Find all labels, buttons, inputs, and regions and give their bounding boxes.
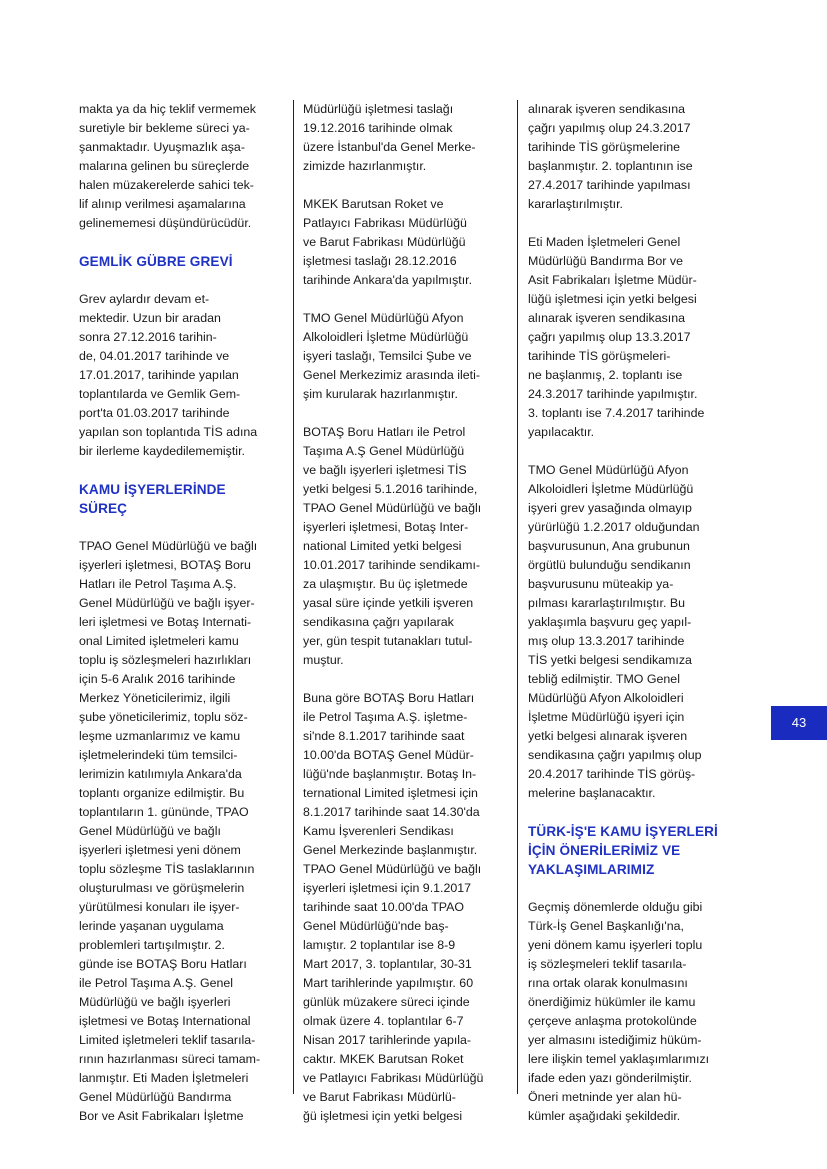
section-heading-turk-is: TÜRK-İŞ'E KAMU İŞYERLERİ İÇİN ÖNERİLERİMİZ VE YAKLAŞIMLARIMIZ bbox=[528, 824, 718, 877]
column-divider bbox=[517, 100, 518, 1094]
paragraph: Grev aylardır devam et- mektedir. Uzun bir aradan sonra 27.12.2016 tarihin- de, 04.01.2017 tarihinde ve 17.01.2017, tarihinde yapılan toplantılarda ve Gemlik Gem- port'ta 01.03.2017 tarihinde yapılan son toplantıda TİS adına bir ilerleme kaydedilememiştir. bbox=[79, 292, 258, 458]
paragraph: Buna göre BOTAŞ Boru Hatları ile Petrol Taşıma A.Ş. işletme- si'nde 8.1.2017 tarihinde saat 10.00'da BOTAŞ Genel Müdür- lüğü'nde başlanmıştır. Botaş In- ternational Limited işletmesi için 8.1.2017 tarihinde saat 14.30'da Kamu İşverenleri Sendikası Genel Merkezinde başlanmıştır. TPAO Genel Müdürlüğü ve bağlı işyerleri işletmesi için 9.1.2017 tarihinde saat 10.00'da TPAO Genel Müdürlüğü'nde baş- lamıştır. 2 toplantılar ise 8-9 Mart 2017, 3. toplantılar, 30-31 Mart tarihlerinde yapılmıştır. 60 günlük müzakere süreci içinde olmak üzere 4. toplantılar 6-7 Nisan 2017 tarihlerinde yapıla- caktır. MKEK Barutsan Roket ve Patlayıcı Fabrikası Müdürlüğü ve Barut Fabrikası Müdürlü- ğü işletmesi için yetki belgesi bbox=[303, 691, 484, 1123]
page-number-tab: 43 bbox=[771, 706, 827, 740]
paragraph: TPAO Genel Müdürlüğü ve bağlı işyerleri işletmesi, BOTAŞ Boru Hatları ile Petrol Taşıma A.Ş. Genel Müdürlüğü ve bağlı işyer- leri işletmesi ve Botaş Internati- onal Limited işletmeleri kamu toplu iş sözleşmeleri hazırlıkları için 5-6 Aralık 2016 tarihinde Merkez Yöneticilerimiz, ilgili şube yöneticilerimiz, toplu söz- leşme uzmanlarımız ve kamu işletmelerindeki tüm temsilci- lerimizin katılımıyla Ankara'da toplantı organize edilmiştir. Bu toplantıların 1. gününde, TPAO Genel Müdürlüğü ve bağlı işyerleri işletmesi yeni dönem toplu sözleşme TİS taslaklarının oluşturulması ve görüşmelerin yürütülmesi konuları ile işyer- lerinde yaşanan uygulama problemleri tartışılmıştır. 2. günde ise BOTAŞ Boru Hatları ile Petrol Taşıma A.Ş. Genel Müdürlüğü ve bağlı işyerleri işletmesi ve Botaş International Limited işletmeleri teklif tasarıla- rının hazırlanması süreci tamam- lanmıştır. Eti Maden İşletmeleri Genel Müdürlüğü Bandırma Bor ve Asit Fabrikaları İşletme bbox=[79, 539, 261, 1123]
section-heading-gemlik: GEMLİK GÜBRE GREVİ bbox=[79, 254, 233, 269]
paragraph: alınarak işveren sendikasına çağrı yapılmış olup 24.3.2017 tarihinde TİS görüşmelerine başlanmıştır. 2. toplantının ise 27.4.2017 tarihinde yapılması kararlaştırılmıştır. bbox=[528, 102, 693, 211]
paragraph: MKEK Barutsan Roket ve Patlayıcı Fabrikası Müdürlüğü ve Barut Fabrikası Müdürlüğü işletmesi taslağı 28.12.2016 tarihinde Ankara'da yapılmıştır. bbox=[303, 197, 473, 287]
column-1 bbox=[79, 100, 283, 1145]
paragraph: makta ya da hiç teklif vermemek suretiyle bir bekleme süreci ya- şanmaktadır. Uyuşmazlık aşa- malarına gelinen bu süreçlerde halen müzakerelerde sahici tek- lif alınıp verilmesi aşamalarına gelinememesi düşündürücüdür. bbox=[79, 102, 256, 230]
paragraph: Müdürlüğü işletmesi taslağı 19.12.2016 tarihinde olmak üzere İstanbul'da Genel Merke- zimizde hazırlanmıştır. bbox=[303, 102, 476, 173]
paragraph: TMO Genel Müdürlüğü Afyon Alkoloidleri İşletme Müdürlüğü işyeri taslağı, Temsilci Şube ve Genel Merkezimiz arasında ileti- şim kurularak hazırlanmıştır. bbox=[303, 311, 480, 401]
column-2 bbox=[303, 100, 511, 1145]
section-heading-kamu: KAMU İŞYERLERİNDE SÜREÇ bbox=[79, 482, 226, 516]
paragraph: Eti Maden İşletmeleri Genel Müdürlüğü Bandırma Bor ve Asit Fabrikaları İşletme Müdür- lüğü işletmesi için yetki belgesi alınarak işveren sendikasına çağrı yapılmış olup 13.3.2017 tarihinde TİS görüşmeleri- ne başlanmış, 2. toplantı ise 24.3.2017 tarihinde yapılmıştır. 3. toplantı ise 7.4.2017 tarihinde yapılacaktır. bbox=[528, 235, 705, 439]
column-divider bbox=[293, 100, 294, 1094]
column-3 bbox=[528, 100, 737, 1145]
paragraph: Geçmiş dönemlerde olduğu gibi Türk-İş Genel Başkanlığı'na, yeni dönem kamu işyerleri toplu iş sözleşmeleri teklif tasarıla- rına ortak olarak konulmasını önerdiğimiz hükümler ile kamu çerçeve anlaşma protokolünde yer almasını istediğimiz hüküm- lere ilişkin temel yaklaşımlarımızı ifade eden yazı gönderilmiştir. Öneri metninde yer alan hü- kümler aşağıdaki şekildedir. bbox=[528, 900, 710, 1123]
paragraph: BOTAŞ Boru Hatları ile Petrol Taşıma A.Ş Genel Müdürlüğü ve bağlı işyerleri işletmesi TİS yetki belgesi 5.1.2016 tarihinde, TPAO Genel Müdürlüğü ve bağlı işyerleri işletmesi, Botaş Inter- national Limited yetki belgesi 10.01.2017 tarihinde sendikamı- za ulaşmıştır. Bu üç işletmede yasal süre içinde yetkili işveren sendikasına çağrı yapılarak yer, gün tespit tutanakları tutul- muştur. bbox=[303, 425, 482, 667]
paragraph: TMO Genel Müdürlüğü Afyon Alkoloidleri İşletme Müdürlüğü işyeri grev yasağında olmayıp yürürlüğü 1.2.2017 olduğundan başvurusunun, Ana grubunun örgütlü bulunduğu sendikanın başvurusunu müteakip ya- pılması kararlaştırılmıştır. Bu yaklaşımla başvuru geç yapıl- mış olup 13.3.2017 tarihinde TİS yetki belgesi sendikamıza tebliğ edilmiştir. TMO Genel Müdürlüğü Afyon Alkoloidleri İşletme Müdürlüğü işyeri için yetki belgesi alınarak işveren sendikasına çağrı yapılmış olup 20.4.2017 tarihinde TİS görüş- melerine başlanacaktır. bbox=[528, 463, 702, 800]
